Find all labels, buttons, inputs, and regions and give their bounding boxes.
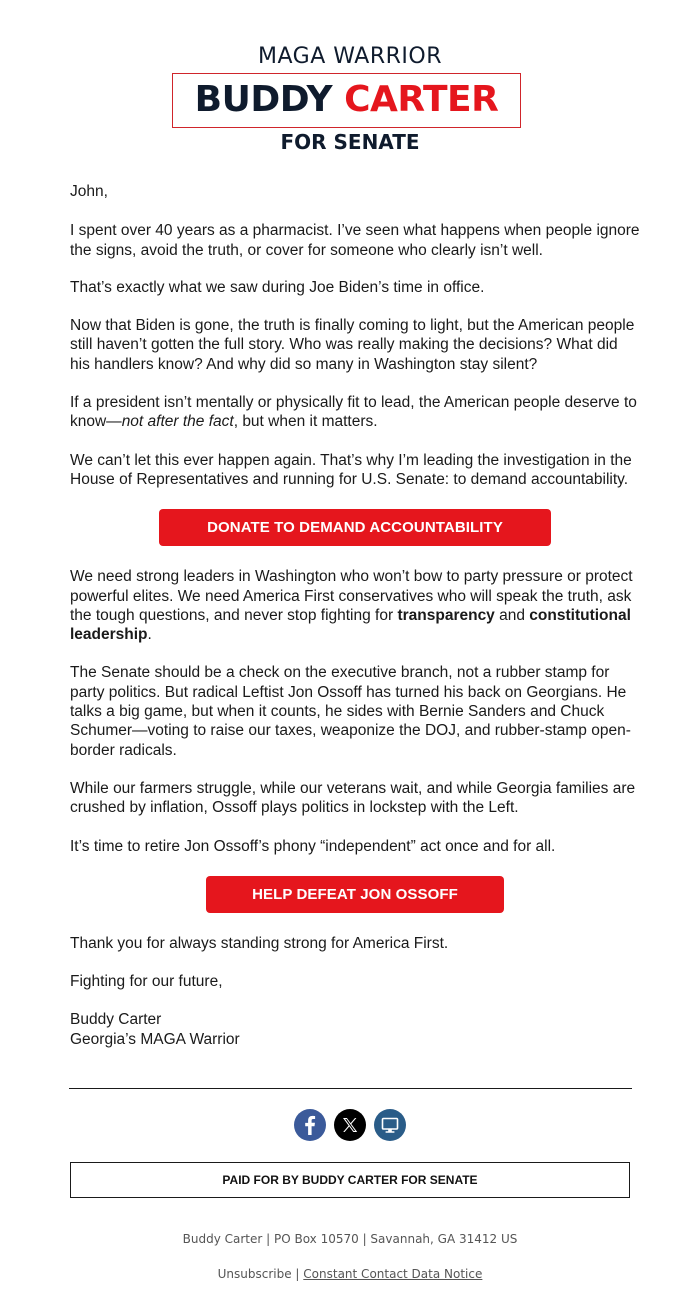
bold-transparency: transparency	[397, 606, 495, 624]
website-icon[interactable]	[374, 1109, 406, 1141]
signature-title: Georgia’s MAGA Warrior	[70, 1030, 240, 1048]
paragraph-fit-to-lead	[70, 393, 640, 432]
x-icon[interactable]	[334, 1109, 366, 1141]
strong-leaders-start: We need strong leaders in Washington who won’t bow to party pressure or protect powerful elites. We need America First conservatives who will speak the truth, ask the tough questions, and never stop fighting for	[70, 568, 633, 624]
paragraph-investigation: We can’t let this ever happen again. That’s why I’m leading the investigation in the House of Representatives and running for U.S. Senate: to demand accountability.	[70, 451, 632, 488]
paragraph-thank-you: Thank you for always standing strong for America First.	[70, 934, 449, 952]
social-links	[0, 1109, 700, 1141]
letter-body	[70, 182, 640, 1049]
footer-address: Buddy Carter | PO Box 10570 | Savannah, GA 31412 US	[182, 1232, 518, 1246]
paragraph-farmers: While our farmers struggle, while our veterans wait, and while Georgia families are crushed by inflation, Ossoff plays politics in lockstep with the Left.	[70, 779, 636, 817]
paragraph-senate-check: The Senate should be a check on the executive branch, not a rubber stamp for party politics. But radical Leftist Jon Ossoff has turned his back on Georgians. He talks a big game, but when it counts, he sides with Bernie Sanders and Chuck Schumer—voting to raise our taxes, weaponize the DOJ, and rubber-stamp open-border radicals.	[70, 664, 631, 759]
signature	[70, 1010, 640, 1049]
data-notice-link[interactable]: Constant Contact Data Notice	[303, 1267, 483, 1281]
footer-links	[0, 1267, 700, 1281]
paragraph-pharmacist: I spent over 40 years as a pharmacist. I’ve seen what happens when people ignore the signs, avoid the truth, or cover for someone who clearly isn’t well.	[70, 222, 640, 259]
paragraph-retire-ossoff: It’s time to retire Jon Ossoff’s phony “independent” act once and for all.	[70, 837, 556, 855]
campaign-logo	[0, 0, 700, 160]
logo-tagline: MAGA WARRIOR	[258, 44, 442, 69]
fit-to-lead-end: , but when it matters.	[233, 413, 378, 431]
closing: Fighting for our future,	[70, 973, 223, 991]
defeat-button-row	[70, 876, 640, 913]
unsubscribe-link[interactable]: Unsubscribe	[217, 1267, 292, 1281]
paragraph-strong-leaders	[70, 567, 640, 644]
logo-subtitle: FOR SENATE	[280, 130, 420, 154]
facebook-icon[interactable]	[294, 1109, 326, 1141]
logo-first-name: BUDDY	[194, 79, 333, 120]
paid-for-disclaimer: PAID FOR BY BUDDY CARTER FOR SENATE	[70, 1162, 630, 1198]
footer-separator: |	[295, 1267, 300, 1281]
bold-constitutional-leadership: constitutional leadership	[70, 606, 631, 644]
donate-button-row	[70, 509, 640, 546]
logo-name-box	[172, 73, 521, 128]
footer-divider	[69, 1088, 632, 1089]
fit-to-lead-italic: not after the fact	[121, 413, 234, 431]
defeat-ossoff-button[interactable]: HELP DEFEAT JON OSSOFF	[206, 876, 504, 913]
greeting: John,	[70, 183, 108, 200]
paragraph-truth: Now that Biden is gone, the truth is finally coming to light, but the American people still haven’t gotten the full story. Who was really making the decisions? What did his handlers know? And why did so many in Washington stay silent?	[70, 317, 635, 373]
strong-leaders-end: .	[147, 626, 152, 644]
paragraph-biden-office: That’s exactly what we saw during Joe Biden’s time in office.	[70, 278, 485, 296]
fit-to-lead-start: If a president isn’t mentally or physically fit to lead, the American people deserve to know—	[70, 394, 637, 431]
signature-name: Buddy Carter	[70, 1011, 162, 1029]
strong-leaders-mid: and	[494, 606, 530, 624]
logo-last-name: CARTER	[344, 79, 499, 120]
donate-button[interactable]: DONATE TO DEMAND ACCOUNTABILITY	[159, 509, 551, 546]
